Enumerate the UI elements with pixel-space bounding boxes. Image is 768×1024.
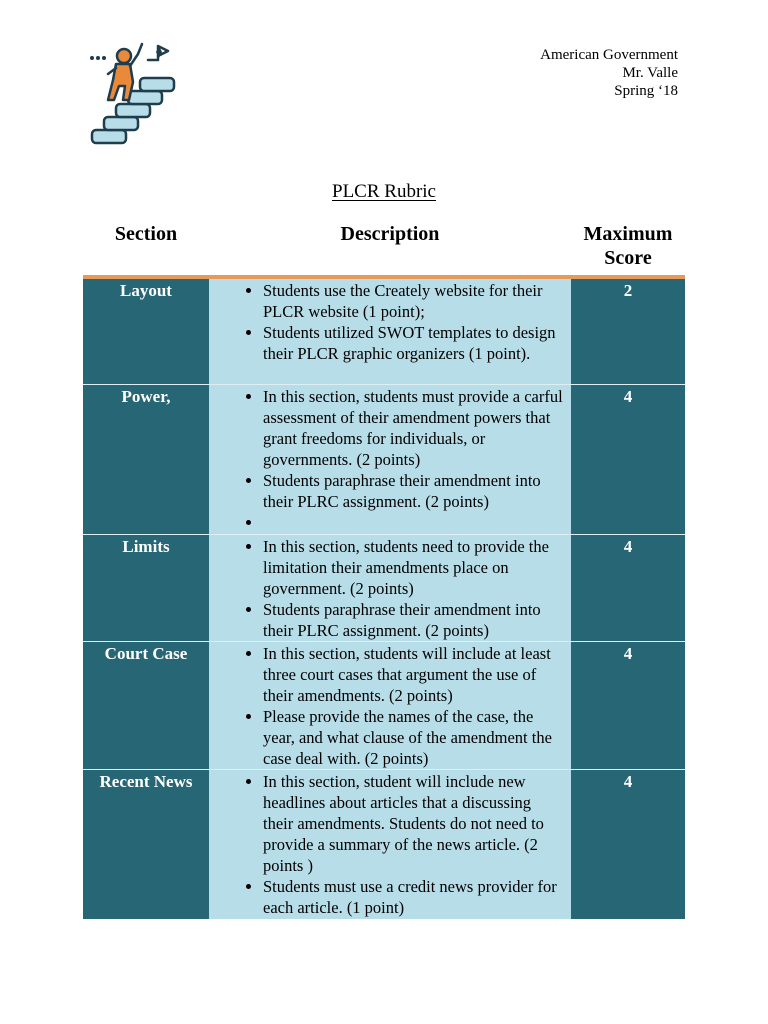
criterion: • Students paraphrase their amendment into their PLRC assignment. (2 points) [263,470,565,512]
column-header-section: Section [83,220,209,277]
criterion: • Students paraphrase their amendment into their PLRC assignment. (2 points) [263,599,565,641]
max-score: 4 [571,641,685,769]
criterion: • In this section, students must provide a carful assessment of their amendment powers that grant freedoms for individuals, or governments. (2 points) [263,386,565,470]
column-header-score: Maximum Score [571,220,685,277]
description-cell [209,384,571,534]
criterion: • Please provide the names of the case, the year, and what clause of the amendment the case deal with. (2 points) [263,706,565,769]
document-title: PLCR Rubric [332,181,436,202]
description-cell [209,641,571,769]
criterion: • Students utilized SWOT templates to design their PLCR graphic organizers (1 point). [263,322,565,364]
rubric-table [83,220,685,919]
max-score: 4 [571,384,685,534]
criteria-list [239,280,565,364]
section-name: Power, [83,384,209,534]
criterion: • In this section, student will include new headlines about articles that a discussing their amendments. Students do not need to provide a summary of the news article. (2 points ) [263,771,565,876]
criteria-list [239,386,565,533]
table-row [83,641,685,769]
table-row [83,384,685,534]
section-name: Limits [83,534,209,641]
stairs-climber-logo [88,42,192,150]
criteria-list [239,643,565,769]
section-name: Layout [83,277,209,384]
description-cell [209,277,571,384]
max-score: 4 [571,769,685,919]
table-row [83,534,685,641]
max-score: 2 [571,277,685,384]
section-name: Court Case [83,641,209,769]
description-cell [209,769,571,919]
course-header [540,46,678,100]
column-header-description: Description [209,220,571,277]
description-cell [209,534,571,641]
course-name: American Government [540,47,678,63]
criterion: • In this section, students will include at least three court cases that argument the use of their amendments. (2 points) [263,643,565,706]
criterion: • In this section, students need to provide the limitation their amendments place on government. (2 points) [263,536,565,599]
criteria-list [239,771,565,918]
criteria-list [239,536,565,641]
max-score: 4 [571,534,685,641]
table-header-row [83,220,685,277]
criterion [263,512,565,533]
section-name: Recent News [83,769,209,919]
teacher-name: Mr. Valle [622,65,678,81]
table-row [83,277,685,384]
criterion: • Students use the Creately website for their PLCR website (1 point); [263,280,565,322]
criterion: • Students must use a credit news provider for each article. (1 point) [263,876,565,918]
term: Spring ‘18 [614,83,678,99]
table-row [83,769,685,919]
